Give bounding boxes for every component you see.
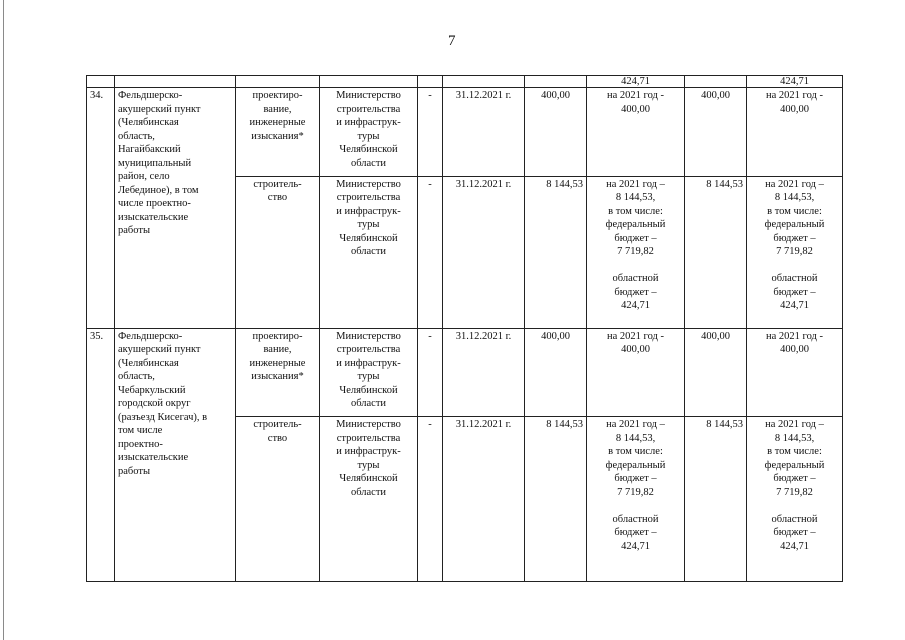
amount-2: 400,00 [685,88,747,176]
cell-empty [87,76,115,88]
continuation-row [87,76,843,88]
distribution: на 2021 год - 400,00 [587,88,685,176]
scan-edge-line [3,0,4,640]
amount: 400,00 [525,88,587,176]
cell-empty [525,76,587,88]
amount: 400,00 [525,328,587,416]
distribution: на 2021 год – 8 144,53, в том числе: федеральный бюджет – 7 719,82 областной бюджет – 424,71 [587,176,685,328]
executor: Министерство строительства и инфраструк- туры Челябинской области [320,88,418,176]
cell-empty [320,76,418,88]
deadline-date: 31.12.2021 г. [443,417,525,582]
table-row [87,88,843,176]
dash-cell: - [418,328,443,416]
dash-cell: - [418,417,443,582]
cell-empty [685,76,747,88]
amount-2: 400,00 [685,328,747,416]
executor: Министерство строительства и инфраструк- туры Челябинской области [320,328,418,416]
amount-2: 8 144,53 [685,417,747,582]
objects-table [86,75,843,582]
cell-empty [418,76,443,88]
stage-type: строитель- ство [236,417,320,582]
stage-type: проектиро- вание, инженерные изыскания* [236,88,320,176]
cell-empty [236,76,320,88]
deadline-date: 31.12.2021 г. [443,88,525,176]
deadline-date: 31.12.2021 г. [443,176,525,328]
distribution: на 2021 год - 400,00 [587,328,685,416]
table-row [87,328,843,416]
cell-empty [115,76,236,88]
object-name: Фельдшерско- акушерский пункт (Челябинская область, Нагайбакский муниципальный район, село Лебединое), в том числе проектно- изыскательские работы [115,88,236,329]
dash-cell: - [418,88,443,176]
amount: 8 144,53 [525,176,587,328]
executor: Министерство строительства и инфраструк- туры Челябинской области [320,417,418,582]
dash-cell: - [418,176,443,328]
deadline-date: 31.12.2021 г. [443,328,525,416]
executor: Министерство строительства и инфраструк- туры Челябинской области [320,176,418,328]
object-name: Фельдшерско- акушерский пункт (Челябинская область, Чебаркульский городской округ (разъезд Кисегач), в том числе проектно- изыскательские работы [115,328,236,581]
row-number: 34. [87,88,115,329]
row-number: 35. [87,328,115,581]
amount-2: 8 144,53 [685,176,747,328]
stage-type: строитель- ство [236,176,320,328]
cell-empty [443,76,525,88]
continuation-distribution-2: 424,71 [747,76,843,88]
stage-type: проектиро- вание, инженерные изыскания* [236,328,320,416]
continuation-distribution: 424,71 [587,76,685,88]
amount: 8 144,53 [525,417,587,582]
distribution-2: на 2021 год - 400,00 [747,88,843,176]
page-number: 7 [448,33,456,49]
distribution: на 2021 год – 8 144,53, в том числе: федеральный бюджет – 7 719,82 областной бюджет – 424,71 [587,417,685,582]
distribution-2: на 2021 год - 400,00 [747,328,843,416]
distribution-2: на 2021 год – 8 144,53, в том числе: федеральный бюджет – 7 719,82 областной бюджет – 424,71 [747,176,843,328]
distribution-2: на 2021 год – 8 144,53, в том числе: федеральный бюджет – 7 719,82 областной бюджет – 424,71 [747,417,843,582]
